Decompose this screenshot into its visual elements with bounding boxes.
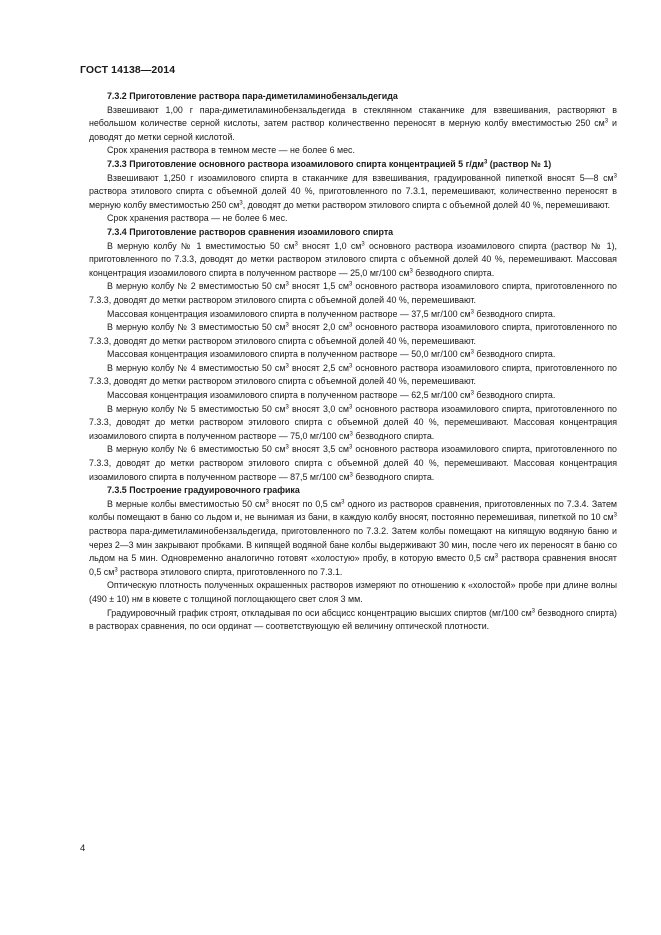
superscript: 3 <box>285 444 289 451</box>
text-run: Массовая концентрация изоамилового спирта в полученном растворе — 50,0 мг/100 см <box>107 349 471 360</box>
superscript: 3 <box>494 553 499 560</box>
text-run: безводного спирта. <box>352 430 435 441</box>
text-run: Массовая концентрация изоамилового спирта в полученном растворе — 37,5 мг/100 см <box>107 308 471 319</box>
section-heading <box>89 158 617 172</box>
paragraph <box>89 403 617 444</box>
text-run: вносят 3,5 см <box>288 444 349 455</box>
text-run: В мерную колбу № 2 вместимостью 50 см <box>107 281 286 292</box>
superscript: 3 <box>294 241 298 248</box>
paragraph <box>89 321 617 348</box>
text-run: Срок хранения раствора в темном месте — не более 6 мес. <box>107 145 355 156</box>
text-run: одного из растворов сравнения, приготовленных по 7.3.4. Затем колбы помещают в баню со льдом и, не вынимая из бани, в каждую колбу вносят, постоянно перемешивая, пипеткой по 10 см <box>89 498 617 523</box>
text-run: В мерную колбу № 6 вместимостью 50 см <box>107 444 286 455</box>
paragraph <box>89 308 617 322</box>
text-run: основного раствора изоамилового спирта, приготовленного по 7.3.3, доводят до метки раствором этилового спирта с объемной долей 40 %, перемешивают. <box>89 281 617 305</box>
text-run: вносят 1,5 см <box>288 281 349 292</box>
superscript: 3 <box>349 431 353 438</box>
superscript: 3 <box>483 159 488 166</box>
text-run: безводного спирта. <box>473 308 556 319</box>
superscript: 3 <box>265 499 269 506</box>
text-run: безводного спирта) в растворах сравнения, по оси ординат — соответствующую ей величину оптической плотности. <box>89 607 617 632</box>
superscript: 3 <box>285 281 289 288</box>
text-run: В мерные колбы вместимостью 50 см <box>107 498 266 509</box>
paragraph <box>89 280 617 307</box>
superscript: 3 <box>613 512 617 519</box>
page-number: 4 <box>80 843 86 854</box>
text-run: вносят 3,0 см <box>288 403 349 414</box>
text-run: , доводят до метки раствором этилового спирта с объемной долей 40 %, перемешивают. <box>242 199 610 210</box>
text-run: В мерную колбу № 5 вместимостью 50 см <box>107 403 286 414</box>
text-run: раствора сравнения вносят 0,5 см <box>89 553 617 577</box>
text-run: В мерную колбу № 3 вместимостью 50 см <box>107 322 286 333</box>
text-run: безводного спирта. <box>473 390 556 401</box>
text-run: вносят 1,0 см <box>297 240 362 251</box>
superscript: 3 <box>348 322 353 329</box>
superscript: 3 <box>239 200 243 207</box>
text-run: раствора этилового спирта с объемной долей 40 %, приготовленного по 7.3.1, перемешивают, количественно переносят в мерную колбу вместимостью 250 см <box>89 186 617 210</box>
paragraph <box>89 212 617 226</box>
section-heading: 7.3.4 Приготовление растворов сравнения изоамилового спирта <box>107 226 394 237</box>
text-run: основного раствора изоамилового спирта, приготовленного по 7.3.3, доводят до метки раствором этилового спирта с объемной долей 40 %, перемешивают. <box>89 362 617 387</box>
superscript: 3 <box>349 472 353 479</box>
superscript: 3 <box>114 567 118 574</box>
text-run: основного раствора изоамилового спирта (раствор № 1), приготовленного по 7.3.3, доводят до метки раствором этилового спирта с объемной долей 40 %, перемешивают. Массовая концентрация изоамилового спирта в полученном растворе — 25,0 мг/100 см <box>89 240 617 278</box>
text-run: вносят 2,5 см <box>288 362 349 373</box>
superscript: 3 <box>470 309 474 315</box>
paragraph <box>89 240 617 281</box>
text-run: раствора пара-диметиламинобензальдегида, приготовленного по 7.3.2. Затем колбы помещают на кипящую водяную баню и через 2—3 мин закрывают пробками. В кипящей водяной бане колбы выдерживают 30 мин, после чего их переносят в баню со льдом на 5 мин. Одновременно аналогично готовят «холостую» пробу, в которую вместо 0,5 см <box>89 526 617 564</box>
text-run: раствора этилового спирта, приготовленного по 7.3.1. <box>117 566 343 577</box>
superscript: 3 <box>613 173 617 180</box>
superscript: 3 <box>285 322 289 329</box>
text-run: вносят по 0,5 см <box>268 498 342 509</box>
text-run: Массовая концентрация изоамилового спирта в полученном растворе — 62,5 мг/100 см <box>107 390 471 401</box>
text-run: основного раствора изоамилового спирта, приготовленного по 7.3.3, доводят до метки раствором этилового спирта с объемной долей 40 %, перемешивают. <box>89 322 617 346</box>
superscript: 3 <box>348 363 353 370</box>
text-run: Взвешивают 1,250 г изоамилового спирта в стаканчике для взвешивания, градуированной пипеткой вносят 5—8 см <box>107 172 614 183</box>
paragraph <box>89 348 617 362</box>
text-run: Оптическую плотность полученных окрашенных растворов измеряют по отношению к «холостой» пробе при длине волны (490 ± 10) нм в кювете с толщиной поглощающего свет слоя 3 мм. <box>89 580 617 604</box>
superscript: 3 <box>531 608 536 615</box>
text-run: (раствор № 1) <box>487 158 552 169</box>
text-run: Градуировочный график строят, откладывая по оси абсцисс концентрацию высших спиртов (мг/100 см <box>107 607 532 618</box>
superscript: 3 <box>285 363 289 370</box>
text-run: вносят 2,0 см <box>288 322 349 333</box>
superscript: 3 <box>348 281 353 288</box>
superscript: 3 <box>348 404 353 411</box>
text-run: В мерную колбу № 1 вместимостью 50 см <box>107 240 295 251</box>
document-body <box>89 90 617 634</box>
paragraph <box>89 104 617 145</box>
paragraph <box>89 362 617 389</box>
paragraph <box>89 607 617 634</box>
superscript: 3 <box>341 499 345 506</box>
document-header: ГОСТ 14138—2014 <box>80 64 176 76</box>
superscript: 3 <box>361 241 365 248</box>
superscript: 3 <box>285 404 289 411</box>
text-run: Срок хранения раствора — не более 6 мес. <box>107 213 288 224</box>
text-run: основного раствора изоамилового спирта, приготовленного по 7.3.3, доводят до метки раствором этилового спирта с объемной долей 40 %, перемешивают. Массовая концентрация изоамилового спирта в полученном растворе — 75,0 мг/100 см <box>89 403 617 441</box>
text-run: и доводят до метки серной кислотой. <box>89 118 617 142</box>
paragraph <box>89 389 617 403</box>
text-run: безводного спирта. <box>352 471 435 482</box>
paragraph <box>89 172 617 213</box>
section-heading: 7.3.5 Построение градуировочного графика <box>107 485 300 496</box>
text-run: безводного спирта. <box>412 267 495 278</box>
superscript: 3 <box>470 349 474 356</box>
text-run: Взвешивают 1,00 г пара-диметиламинобензальдегида в стеклянном стаканчике для взвешивания, растворяют в небольшом количестве серной кислоты, затем раствор количественно переносят в мерную колбу вместимостью 250 см <box>89 104 617 129</box>
superscript: 3 <box>348 444 353 451</box>
superscript: 3 <box>604 118 609 125</box>
text-run: безводного спирта. <box>473 349 556 360</box>
superscript: 3 <box>409 268 413 275</box>
paragraph <box>89 579 617 606</box>
section-heading: 7.3.2 Приготовление раствора пара-диметиламинобензальдегида <box>107 91 398 101</box>
paragraph <box>89 443 617 484</box>
text-run: 7.3.3 Приготовление основного раствора изоамилового спирта концентрацией 5 г/дм <box>107 158 484 169</box>
text-run: В мерную колбу № 4 вместимостью 50 см <box>107 362 286 373</box>
text-run: основного раствора изоамилового спирта, приготовленного по 7.3.3, доводят до метки раствором этилового спирта с объемной долей 40 %, перемешивают. Массовая концентрация изоамилового спирта в полученном растворе — 87,5 мг/100 см <box>89 444 617 482</box>
superscript: 3 <box>470 390 474 397</box>
paragraph <box>89 498 617 580</box>
paragraph <box>89 144 617 158</box>
